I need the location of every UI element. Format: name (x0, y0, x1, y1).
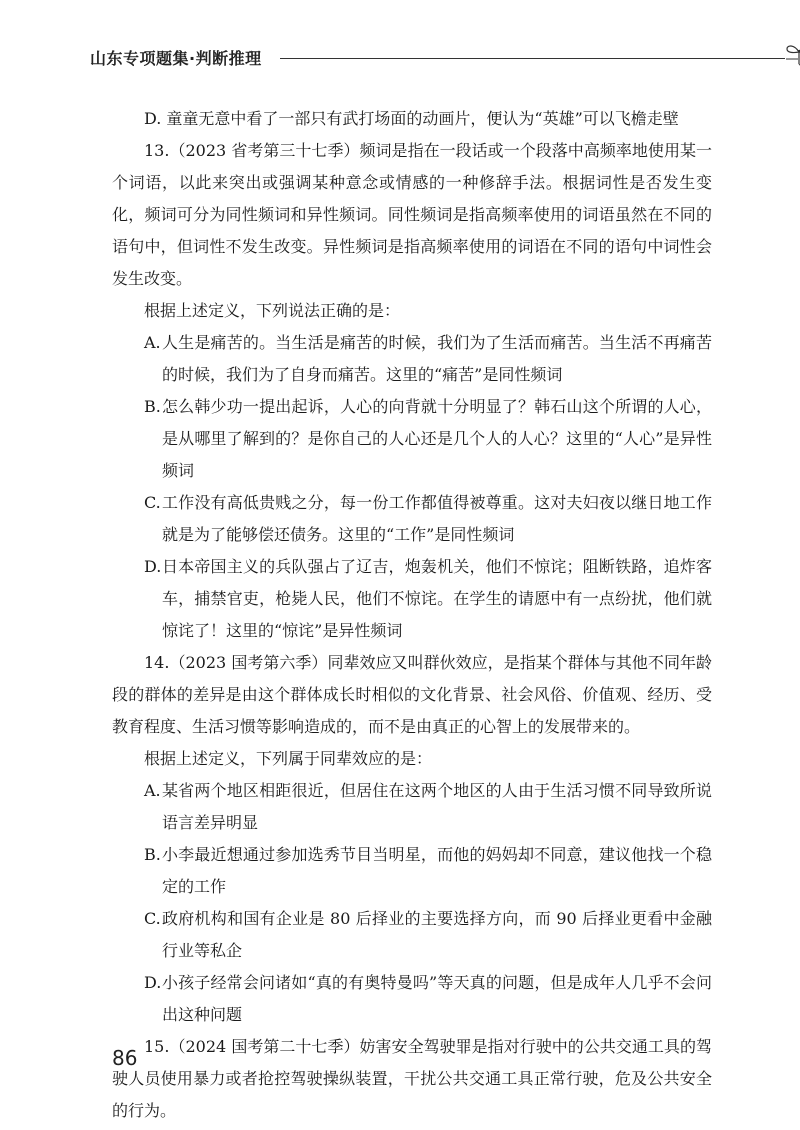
q14-prompt: 根据上述定义，下列属于同辈效应的是： (144, 749, 433, 768)
q14-option-d (112, 967, 712, 1031)
page-header (90, 40, 730, 76)
option-letter: A. (144, 333, 161, 352)
option-text: 某省两个地区相距很近，但居住在这两个地区的人由于生活习惯不同导致所说语言差异明显 (162, 781, 712, 832)
q13-prompt: 根据上述定义，下列说法正确的是： (144, 301, 401, 320)
sprout-icon (782, 40, 800, 70)
header-rule (280, 58, 785, 59)
option-text: 政府机构和国有企业是 80 后择业的主要选择方向，而 90 后择业更看中金融行业等私企 (162, 909, 712, 960)
option-text: 小孩子经常会问诸如“真的有奥特曼吗”等天真的问题，但是成年人几乎不会问出这种问题 (162, 973, 712, 1024)
option-text: 怎么韩少功一提出起诉，人心的向背就十分明显了？韩石山这个所谓的人心，是从哪里了解到的？是你自己的人心还是几个人的人心？这里的“人心”是异性频词 (162, 397, 712, 480)
q15-stem: 15.（2024 国考第二十七季）妨害安全驾驶罪是指对行驶中的公共交通工具的驾驶人员使用暴力或者抢控驾驶操纵装置，干扰公共交通工具正常行驶，危及公共安全的行为。 (112, 1037, 712, 1120)
q13-option-b (112, 391, 712, 487)
option-letter: C. (144, 909, 161, 928)
header-title: 山东专项题集·判断推理 (90, 49, 262, 68)
q14-option-b (112, 839, 712, 903)
option-text: 小李最近想通过参加选秀节目当明星，而他的妈妈却不同意，建议他找一个稳定的工作 (162, 845, 712, 896)
q13-option-a (112, 327, 712, 391)
q14-option-a (112, 775, 712, 839)
option-letter: B. (144, 845, 161, 864)
q13-option-d (112, 551, 712, 647)
q14-option-c (112, 903, 712, 967)
q13-stem: 13.（2023 省考第三十七季）频词是指在一段话或一个段落中高频率地使用某一个词语，以此来突出或强调某种意念或情感的一种修辞手法。根据词性是否发生变化，频词可分为同性频词和异性频词。同性频词是指高频率使用的词语虽然在不同的语句中，但词性不发生改变。异性频词是指高频率使用的词语在不同的语句中词性会发生改变。 (112, 141, 712, 288)
option-text: 工作没有高低贵贱之分，每一份工作都值得被尊重。这对夫妇夜以继日地工作就是为了能够偿还债务。这里的“工作”是同性频词 (162, 493, 712, 544)
q13-option-c (112, 487, 712, 551)
option-text: 人生是痛苦的。当生活是痛苦的时候，我们为了生活而痛苦。当生活不再痛苦的时候，我们为了自身而痛苦。这里的“痛苦”是同性频词 (162, 333, 712, 384)
page-content (112, 103, 712, 1127)
option-letter: A. (144, 781, 161, 800)
q12-option-d: D. 童童无意中看了一部只有武打场面的动画片，便认为“英雄”可以飞檐走壁 (144, 109, 679, 128)
option-letter: B. (144, 397, 161, 416)
option-letter: C. (144, 493, 161, 512)
option-text: 日本帝国主义的兵队强占了辽吉，炮轰机关，他们不惊诧；阻断铁路，追炸客车，捕禁官吏，枪毙人民，他们不惊诧。在学生的请愿中有一点纷扰，他们就惊诧了！这里的“惊诧”是异性频词 (162, 557, 712, 640)
option-letter: D. (144, 973, 162, 992)
page-number: 86 (112, 1046, 138, 1070)
q14-stem: 14.（2023 国考第六季）同辈效应又叫群伙效应，是指某个群体与其他不同年龄段的群体的差异是由这个群体成长时相似的文化背景、社会风俗、价值观、经历、受教育程度、生活习惯等影响造成的，而不是由真正的心智上的发展带来的。 (112, 653, 712, 736)
option-letter: D. (144, 557, 162, 576)
